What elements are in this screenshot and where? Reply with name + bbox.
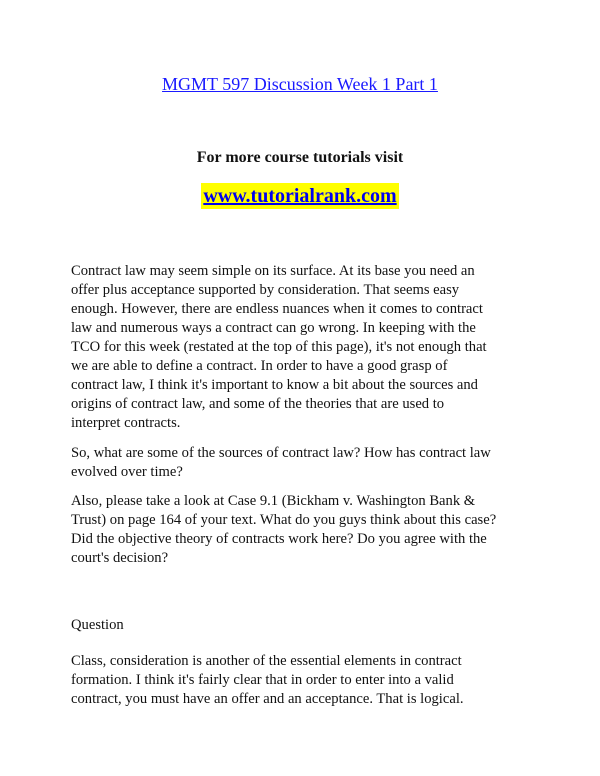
body-paragraph-1: Contract law may seem simple on its surface. At its base you need an offer plus acceptance supported by consideration. That seems easy enough. However, there are endless nuances when it comes to contract law and numerous ways a contract can go wrong. In keeping with the TCO for this week (restated at the top of this page), it's not enough that we are able to define a contract. In order to have a good grasp of contract law, I think it's important to know a bit about the sources and origins of contract law, and some of the theories that are used to interpret contracts. bbox=[71, 263, 487, 431]
body-paragraph-2: So, what are some of the sources of contract law? How has contract law evolved over time? bbox=[71, 445, 491, 480]
question-heading: Question bbox=[71, 617, 124, 633]
promo-website-link[interactable]: www.tutorialrank.com bbox=[203, 185, 397, 207]
title-container bbox=[0, 72, 600, 96]
body-paragraph-3: Also, please take a look at Case 9.1 (Bickham v. Washington Bank & Trust) on page 164 of your text. What do you guys think about this case? Did the objective theory of contracts work here? Do you agree with the court's decision? bbox=[71, 493, 497, 566]
promo-text: For more course tutorials visit bbox=[196, 149, 404, 166]
document-title-link[interactable]: MGMT 597 Discussion Week 1 Part 1 bbox=[162, 74, 438, 94]
question-paragraph: Class, consideration is another of the essential elements in contract formation. I think it's fairly clear that in order to enter into a valid contract, you must have an offer and an acceptance. That is logical. bbox=[71, 653, 464, 707]
promo-link-container bbox=[0, 183, 600, 209]
